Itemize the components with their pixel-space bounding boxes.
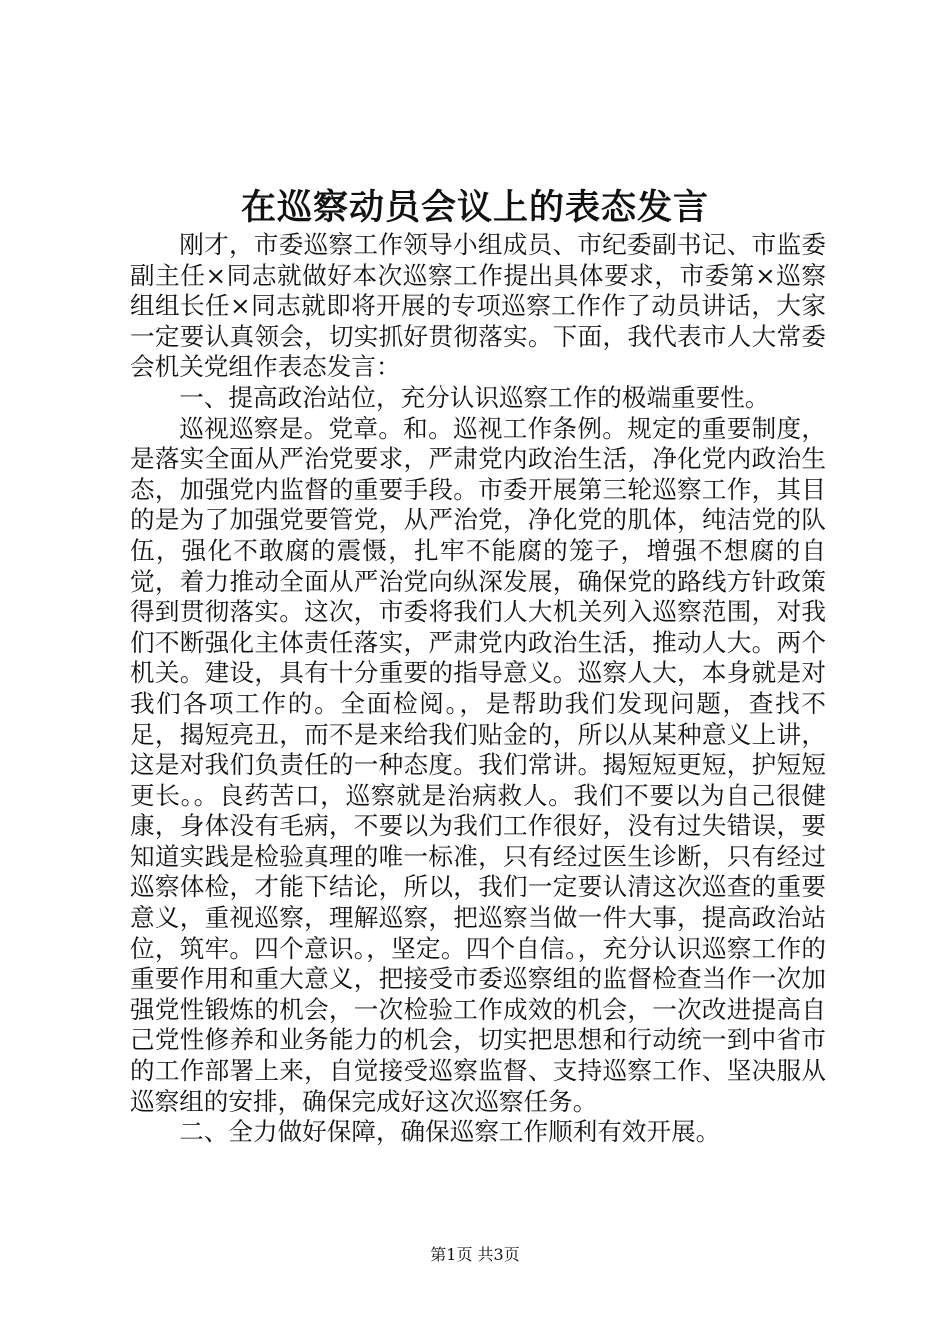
section-heading-2: 二、全力做好保障，确保巡察工作顺利有效开展。	[179, 1117, 721, 1147]
section-heading-1: 一、提高政治站位，充分认识巡察工作的极端重要性。	[179, 382, 770, 412]
page-number-footer: 第1页 共3页	[430, 1245, 520, 1264]
paragraph-intro: 刚才，市委巡察工作领导小组成员、市纪委副书记、市监委副主任×同志就做好本次巡察工作提出具体要求，市委第×巡察组组长任×同志就即将开展的专项巡察工作作了动员讲话，大家一定要认真领会，切实抓好贯彻落实。下面，我代表市人大常委会机关党组作表态发言：	[130, 230, 826, 382]
paragraph-section-1: 巡视巡察是。党章。和。巡视工作条例。规定的重要制度，是落实全面从严治党要求，严肃党内政治生活，净化党内政治生态，加强党内监督的重要手段。市委开展第三轮巡察工作，其目的是为了加强党要管党，从严治党，净化党的肌体，纯洁党的队伍，强化不敢腐的震慑，扎牢不能腐的笼子，增强不想腐的自觉，着力推动全面从严治党向纵深发展，确保党的路线方针政策得到贯彻落实。这次，市委将我们人大机关列入巡察范围，对我们不断强化主体责任落实，严肃党内政治生活，推动人大。两个机关。建设，具有十分重要的指导意义。巡察人大，本身就是对我们各项工作的。全面检阅。，是帮助我们发现问题，查找不足，揭短亮丑，而不是来给我们贴金的，所以从某种意义上讲，这是对我们负责任的一种态度。我们常讲。揭短短更短，护短短更长。。良药苦口，巡察就是治病救人。我们不要以为自己很健康，身体没有毛病，不要以为我们工作很好，没有过失错误，要知道实践是检验真理的唯一标准，只有经过医生诊断，只有经过巡察体检，才能下结论，所以，我们一定要认清这次巡查的重要意义，重视巡察，理解巡察，把巡察当做一件大事，提高政治站位，筑牢。四个意识。，坚定。四个自信。，充分认识巡察工作的重要作用和重大意义，把接受市委巡察组的监督检查当作一次加强党性锻炼的机会，一次检验工作成效的机会，一次改进提高自己党性修养和业务能力的机会，切实把思想和行动统一到中省市的工作部署上来，自觉接受巡察监督、支持巡察工作、坚决服从巡察组的安排，确保完成好这次巡察任务。	[130, 413, 826, 1116]
document-body	[130, 230, 826, 1148]
document-title: 在巡察动员会议上的表态发言	[240, 187, 709, 228]
